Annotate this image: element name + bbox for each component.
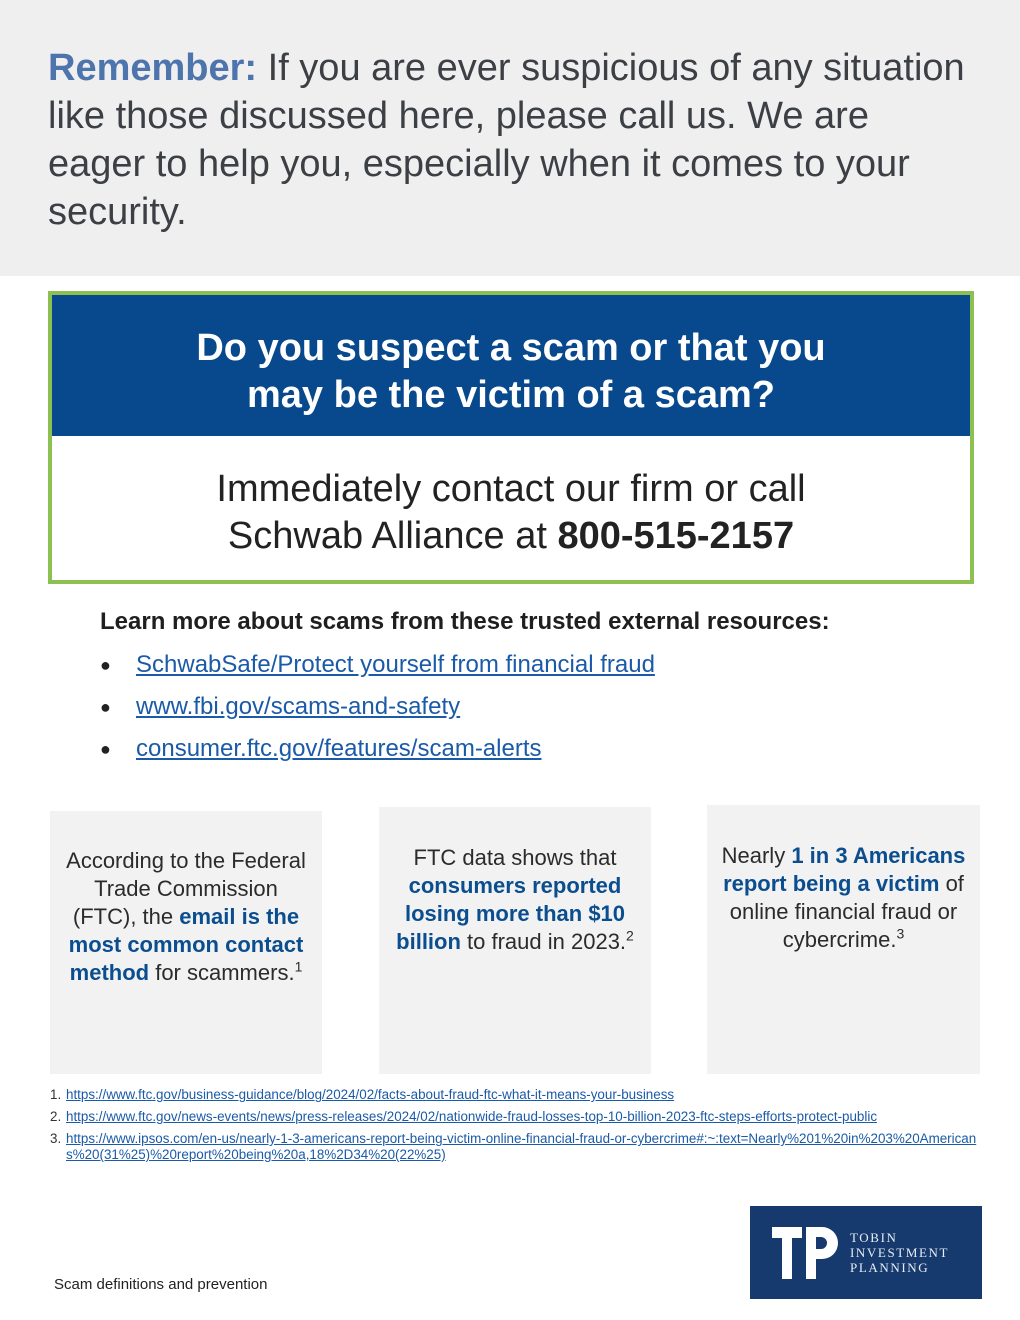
stat-text-pre: According to the Federal Trade Commission (FTC), the — [66, 848, 306, 929]
list-item — [100, 692, 960, 722]
stat-text-pre: FTC data shows that — [413, 845, 617, 870]
stat-footnote-ref: 2 — [626, 927, 634, 944]
footnote-1 — [50, 1087, 990, 1103]
ftc-scam-alerts-link[interactable]: consumer.ftc.gov/features/scam-alerts — [136, 735, 542, 762]
reminder-body: If you are ever suspicious of any situation like those discussed here, please call us. We are eager to help you, especially when it comes to your security. — [48, 47, 965, 233]
logo-line3: PLANNING — [850, 1260, 930, 1275]
stat-highlight: 1 in 3 Americans report being a victim — [723, 843, 966, 896]
schwabsafe-link[interactable]: SchwabSafe/Protect yourself from financial fraud — [136, 651, 655, 678]
reminder-banner — [0, 0, 1020, 276]
scam-callout-box — [48, 291, 974, 584]
tp-monogram-icon — [772, 1227, 838, 1279]
stat-highlight: email is the most common contact method — [68, 904, 304, 985]
footnote-2 — [50, 1109, 990, 1125]
stat-card-losses — [379, 807, 651, 1074]
stat-text-post: of online financial fraud or cybercrime. — [729, 871, 964, 952]
bullet-icon: ● — [100, 697, 111, 717]
logo-line2: INVESTMENT — [850, 1245, 950, 1260]
resources-section — [100, 606, 960, 776]
callout-body-prefix: Schwab Alliance at — [227, 515, 558, 557]
tobin-logo — [750, 1206, 982, 1299]
stat-card-victims — [707, 805, 980, 1074]
footer-title: Scam definitions and prevention — [54, 1276, 268, 1293]
stat-text-post: to fraud in 2023. — [460, 929, 627, 954]
callout-heading-line1: Do you suspect a scam or that you — [196, 327, 826, 369]
footnotes — [50, 1087, 990, 1169]
stat-text-post: for scammers. — [149, 960, 295, 985]
list-item — [100, 734, 960, 764]
callout-heading — [52, 295, 970, 436]
bullet-icon: ● — [100, 655, 111, 675]
stat-footnote-ref: 3 — [896, 925, 905, 942]
callout-body-line1: Immediately contact our firm or call — [216, 468, 806, 510]
stat-text-pre: Nearly — [721, 843, 792, 868]
resources-heading: Learn more about scams from these trusted external resources: — [100, 608, 830, 635]
footnote-number: 2. — [50, 1109, 62, 1124]
reminder-lead: Remember: — [48, 47, 258, 89]
resources-list — [100, 650, 960, 764]
bullet-icon: ● — [100, 739, 111, 759]
list-item — [100, 650, 960, 680]
footnote-link[interactable]: https://www.ipsos.com/en-us/nearly-1-3-americans-report-being-victim-online-financial-fraud-or-cybercrime#:~:text=Nearly%201%20in%203%20Americans%20(31%25)%20report%20being%20a,18%2D34%20(22%25) — [66, 1131, 977, 1162]
footnote-link[interactable]: https://www.ftc.gov/business-guidance/blog/2024/02/facts-about-fraud-ftc-what-it-means-your-business — [66, 1087, 675, 1102]
reminder-text — [48, 44, 972, 236]
stat-card-email — [50, 811, 322, 1074]
logo-wordmark — [850, 1230, 949, 1275]
stat-highlight: consumers reported losing more than $10 billion — [396, 873, 626, 954]
footnote-number: 1. — [50, 1087, 62, 1102]
footnote-link[interactable]: https://www.ftc.gov/news-events/news/press-releases/2024/02/nationwide-fraud-losses-top-10-billion-2023-ftc-steps-efforts-protect-public — [66, 1109, 878, 1124]
callout-body — [52, 436, 970, 560]
callout-heading-line2: may be the victim of a scam? — [247, 374, 775, 416]
footnote-number: 3. — [50, 1131, 62, 1146]
footnote-3 — [50, 1131, 990, 1163]
logo-line1: TOBIN — [850, 1230, 898, 1245]
stat-footnote-ref: 1 — [294, 958, 303, 975]
fbi-scams-link[interactable]: www.fbi.gov/scams-and-safety — [136, 693, 461, 720]
phone-number: 800-515-2157 — [557, 515, 795, 557]
callout-body-line2 — [52, 513, 970, 560]
